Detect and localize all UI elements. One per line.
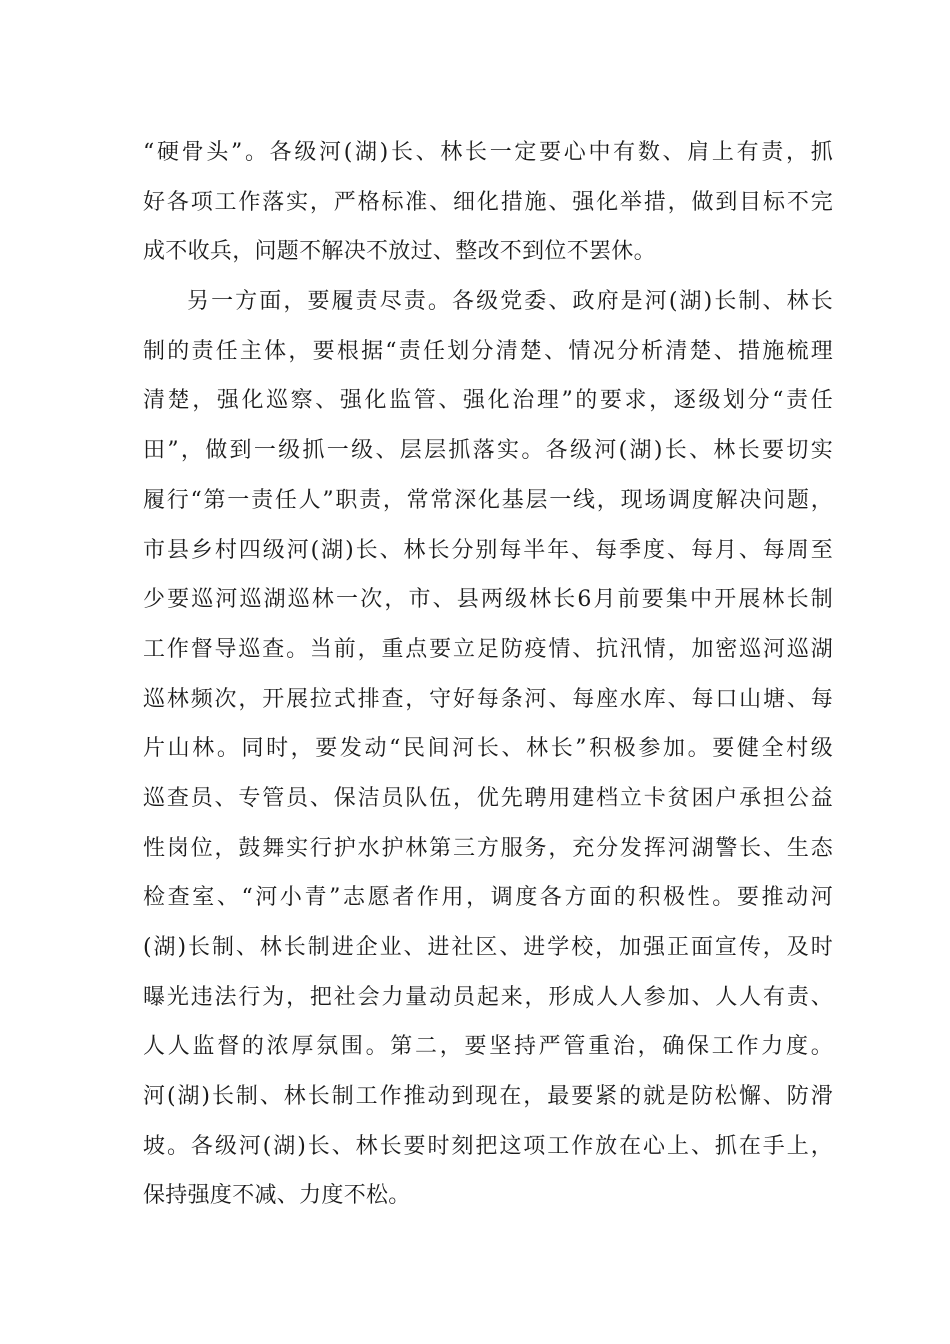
text-line: 河(湖)长制、林长制工作推动到现在，最要紧的就是防松懈、防滑 — [143, 1084, 833, 1110]
text-line: 工作督导巡查。当前，重点要立足防疫情、抗汛情，加密巡河巡湖 — [143, 636, 833, 662]
text-line: 性岗位，鼓舞实行护水护林第三方服务，充分发挥河湖警长、生态 — [143, 835, 833, 861]
text-line: 市县乡村四级河(湖)长、林长分别每半年、每季度、每月、每周至 — [143, 537, 833, 563]
text-line: 巡林频次，开展拉式排查，守好每条河、每座水库、每口山塘、每 — [143, 686, 833, 712]
text-line: 保持强度不减、力度不松。 — [143, 1183, 411, 1209]
text-line: (湖)长制、林长制进企业、进社区、进学校，加强正面宣传，及时 — [143, 935, 833, 960]
text-line: 人人监督的浓厚氛围。第二，要坚持严管重治，确保工作力度。 — [143, 1034, 833, 1060]
text-line: 履行“第一责任人”职责，常常深化基层一线，现场调度解决问题， — [143, 487, 833, 513]
document-body — [143, 128, 833, 1221]
text-line: 曝光违法行为，把社会力量动员起来，形成人人参加、人人有责、 — [143, 984, 833, 1010]
text-line: 清楚，强化巡察、强化监管、强化治理”的要求，逐级划分“责任 — [143, 388, 833, 414]
text-line: 检查室、“河小青”志愿者作用，调度各方面的积极性。要推动河 — [143, 885, 833, 911]
text-line: 片山林。同时，要发动“民间河长、林长”积极参加。要健全村级 — [143, 736, 833, 762]
text-line: 好各项工作落实，严格标准、细化措施、强化举措，做到目标不完 — [143, 189, 833, 215]
text-line: 坡。各级河(湖)长、林长要时刻把这项工作放在心上、抓在手上， — [143, 1133, 833, 1159]
paragraph-first-line: 另一方面，要履责尽责。各级党委、政府是河(湖)长制、林长 — [187, 289, 833, 315]
text-line: 成不收兵，问题不解决不放过、整改不到位不罢休。 — [143, 239, 656, 265]
text-line: 制的责任主体，要根据“责任划分清楚、情况分析清楚、措施梳理 — [143, 338, 833, 364]
text-line: “硬骨头”。各级河(湖)长、林长一定要心中有数、肩上有责，抓 — [143, 140, 833, 165]
text-line: 少要巡河巡湖巡林一次，市、县两级林长6月前要集中开展林长制 — [143, 587, 833, 613]
text-line: 田”，做到一级抓一级、层层抓落实。各级河(湖)长、林长要切实 — [143, 438, 833, 464]
text-line: 巡查员、专管员、保洁员队伍，优先聘用建档立卡贫困户承担公益 — [143, 785, 833, 811]
